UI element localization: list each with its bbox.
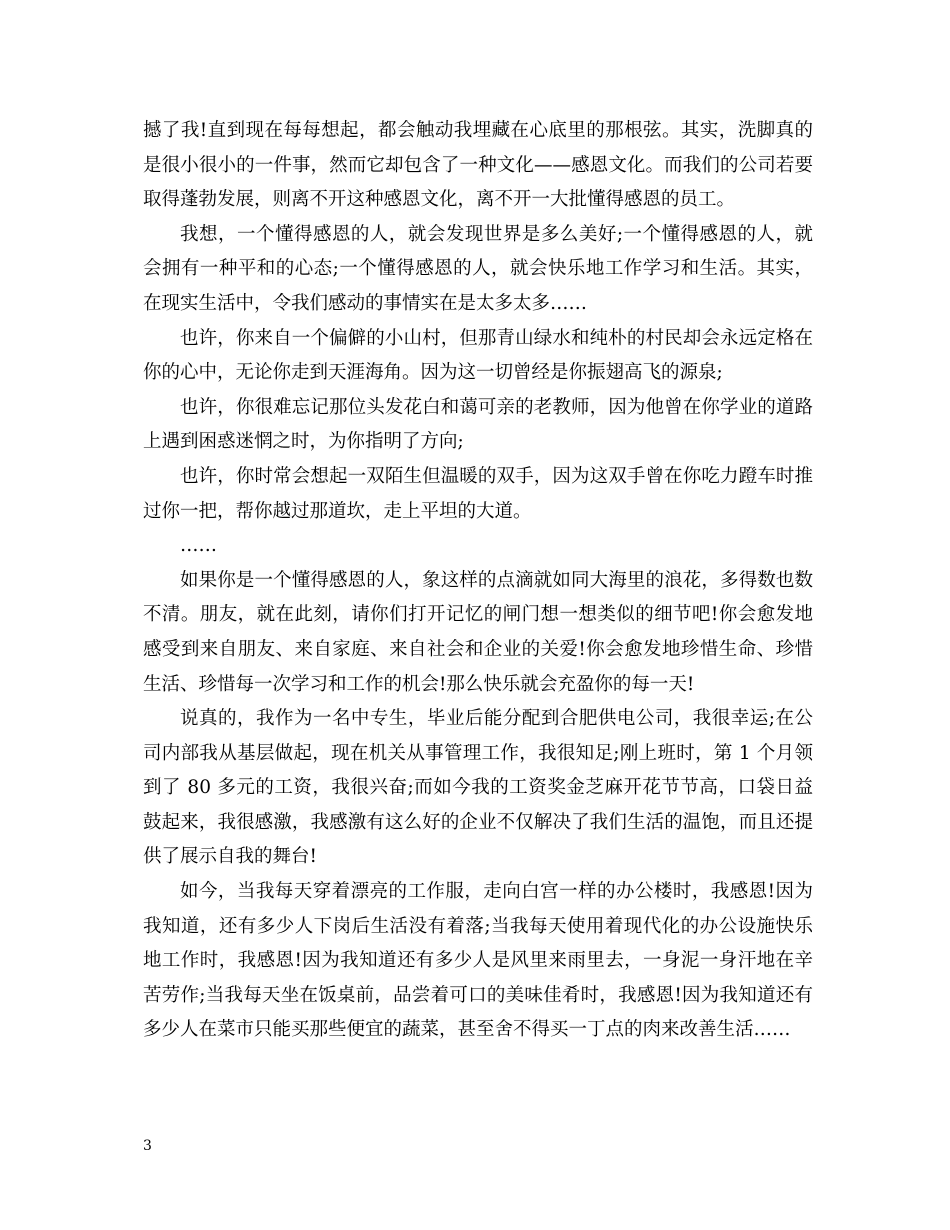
ellipsis-line: …… xyxy=(180,535,217,557)
paragraph-4: 也许，你很难忘记那位头发花白和蔼可亲的老教师，因为他曾在你学业的道路上遇到困惑迷惘之时，为你指明了方向; xyxy=(143,396,813,453)
paragraph-5: 也许，你时常会想起一双陌生但温暖的双手，因为这双手曾在你吃力蹬车时推过你一把，帮你越过那道坎，走上平坦的大道。 xyxy=(143,465,813,522)
paragraph-8: 如今，当我每天穿着漂亮的工作服，走向白宫一样的办公楼时，我感恩!因为我知道，还有多少人下岗后生活没有着落;当我每天使用着现代化的办公设施快乐地工作时，我感恩!因为我知道还有多少人是风里来雨里去，一身泥一身汗地在辛苦劳作;当我每天坐在饭桌前，品尝着可口的美味佳肴时，我感恩!因为我知道还有多少人在菜市只能买那些便宜的蔬菜，甚至舍不得买一丁点的肉来改善生活…… xyxy=(143,881,813,1041)
paragraph-1: 撼了我!直到现在每每想起，都会触动我埋藏在心底里的那根弦。其实，洗脚真的是很小很小的一件事，然而它却包含了一种文化——感恩文化。而我们的公司若要取得蓬勃发展，则离不开这种感恩文化，离不开一大批懂得感恩的员工。 xyxy=(143,120,814,211)
paragraph-3: 也许，你来自一个偏僻的小山村，但那青山绿水和纯朴的村民却会永远定格在你的心中，无论你走到天涯海角。因为这一切曾经是你振翅高飞的源泉; xyxy=(143,327,813,384)
paragraph-6: 如果你是一个懂得感恩的人，象这样的点滴就如同大海里的浪花，多得数也数不清。朋友，就在此刻，请你们打开记忆的闸门想一想类似的细节吧!你会愈发地感受到来自朋友、来自家庭、来自社会和企业的关爱!你会愈发地珍惜生命、珍惜生活、珍惜每一次学习和工作的机会!那么快乐就会充盈你的每一天! xyxy=(143,569,814,695)
paragraph-2: 我想，一个懂得感恩的人，就会发现世界是多么美好;一个懂得感恩的人，就会拥有一种平和的心态;一个懂得感恩的人，就会快乐地工作学习和生活。其实，在现实生活中，令我们感动的事情实在是太多太多…… xyxy=(143,223,813,314)
paragraph-7: 说真的，我作为一名中专生，毕业后能分配到合肥供电公司，我很幸运;在公司内部我从基层做起，现在机关从事管理工作，我很知足;刚上班时，第 1 个月领到了 80 多元的工资，我很兴奋;而如今我的工资奖金芝麻开花节节高，口袋日益鼓起来，我很感激，我感激有这么好的企业不仅解决了我们生活的温饱，而且还提供了展示自我的舞台! xyxy=(143,708,813,868)
page-number: 3 xyxy=(143,1138,152,1154)
body-text xyxy=(143,114,813,1048)
